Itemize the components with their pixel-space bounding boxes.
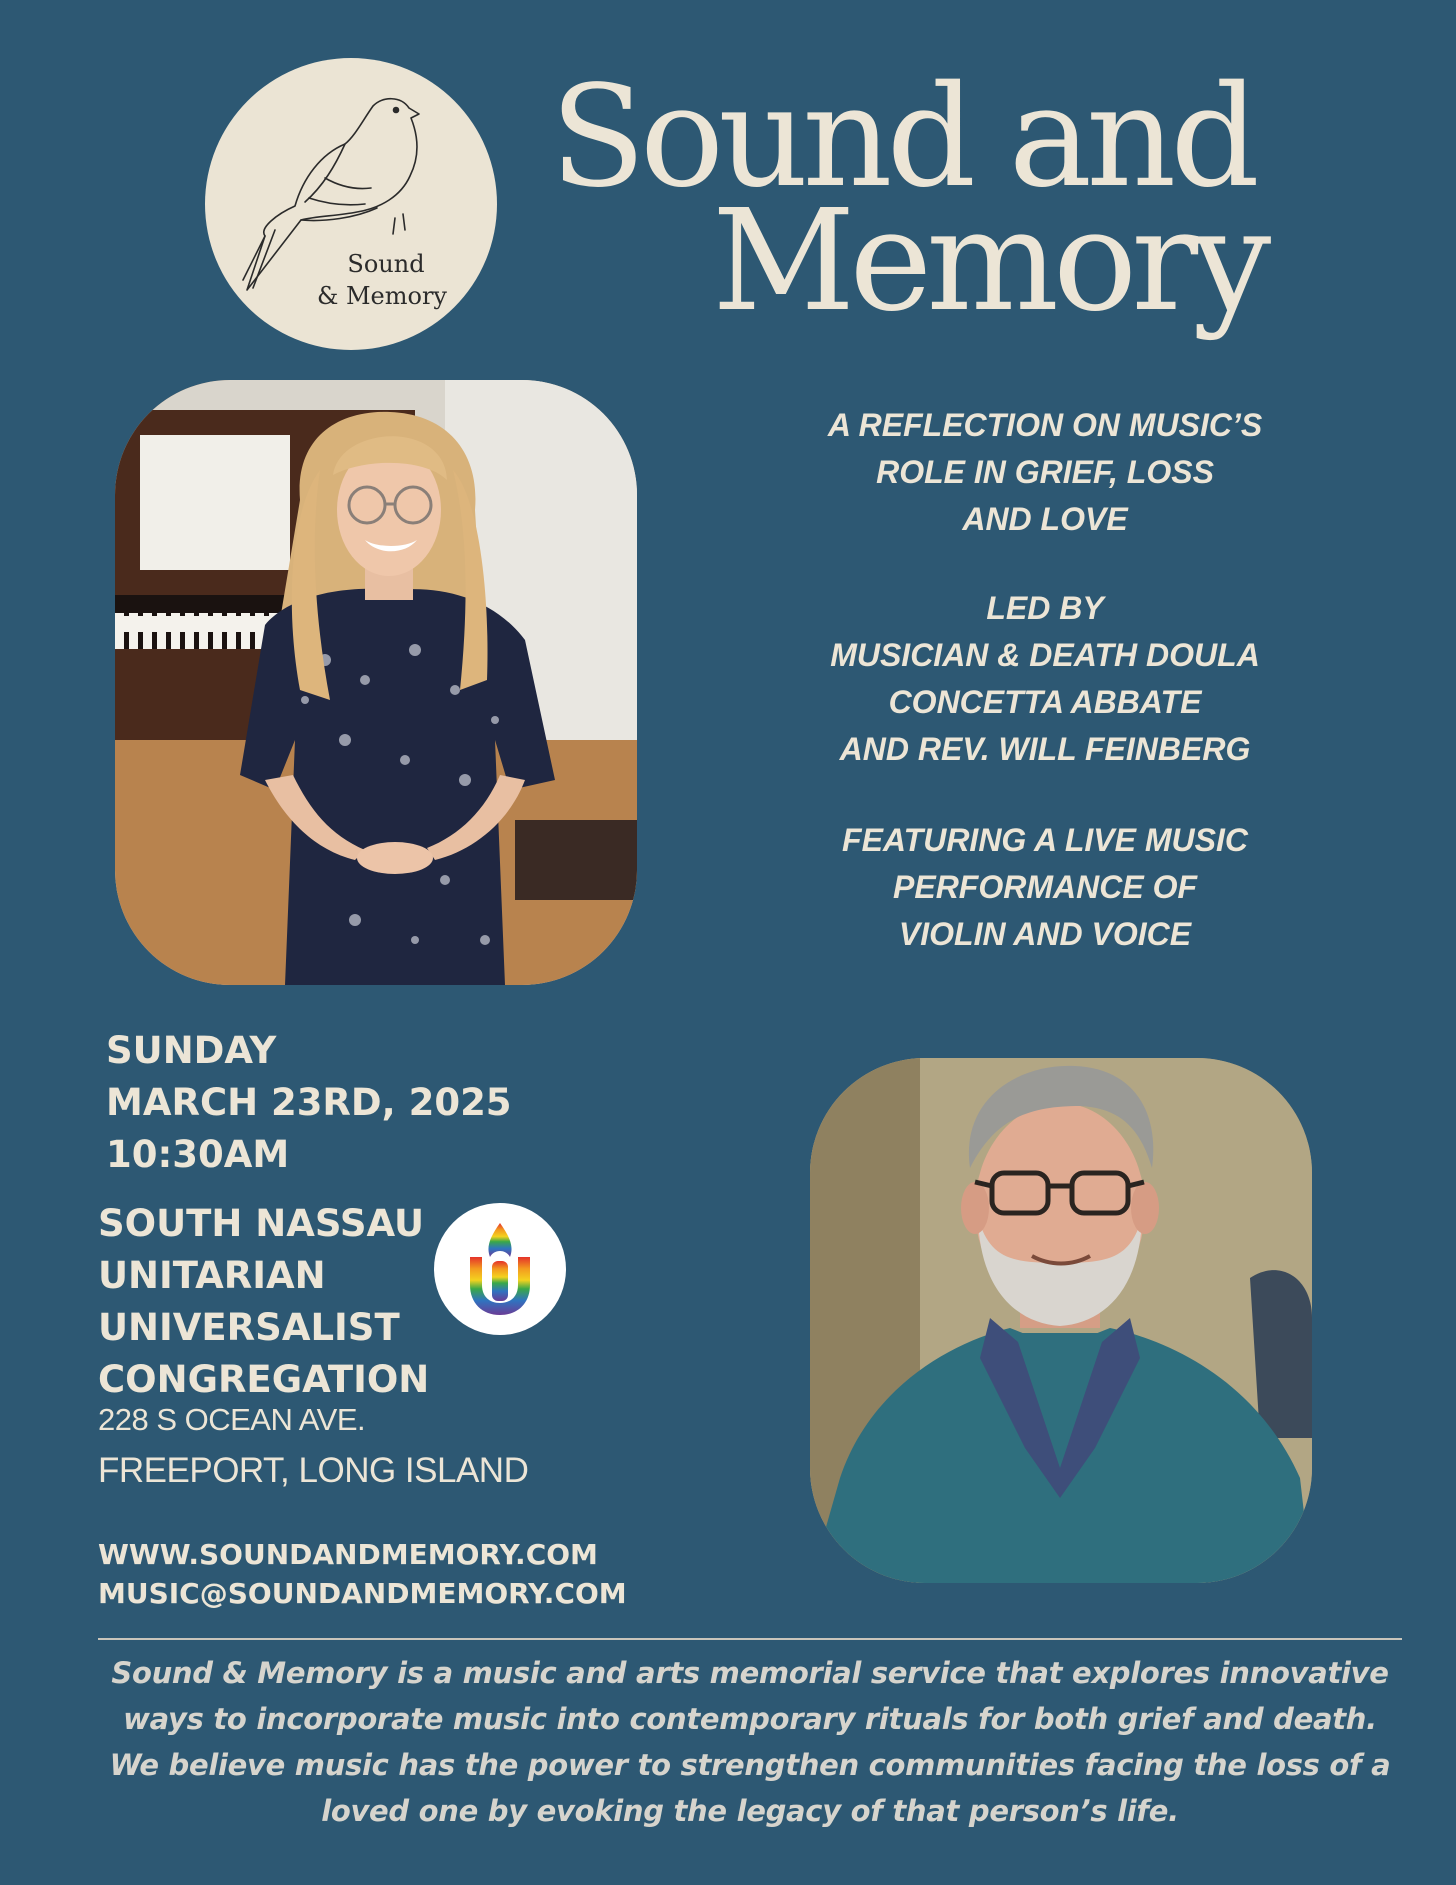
performance-line: VIOLIN AND VOICE — [898, 916, 1192, 952]
venue-street-address: 228 S OCEAN AVE. — [98, 1402, 366, 1437]
theme-line: AND LOVE — [962, 501, 1128, 537]
logo-text-line2: & Memory — [316, 282, 447, 310]
event-day: SUNDAY — [106, 1029, 277, 1072]
event-date: MARCH 23RD, 2025 — [106, 1081, 512, 1124]
musician-photo — [115, 380, 637, 985]
venue-name-line: UNITARIAN — [98, 1254, 326, 1297]
venue-city: FREEPORT, LONG ISLAND — [98, 1451, 529, 1490]
mission-line: ways to incorporate music into contemporary rituals for both grief and death. — [123, 1702, 1377, 1736]
chalice-icon — [434, 1203, 566, 1335]
leaders-line: LED BY — [986, 590, 1104, 626]
venue-name-line: CONGREGATION — [98, 1358, 430, 1401]
event-title-line1: Sound and — [550, 56, 1254, 219]
theme-line: ROLE IN GRIEF, LOSS — [876, 454, 1214, 490]
mission-line: loved one by evoking the legacy of that person’s life. — [321, 1794, 1179, 1828]
leaders-line: MUSICIAN & DEATH DOULA — [830, 637, 1260, 673]
leaders-line: CONCETTA ABBATE — [888, 684, 1202, 720]
sound-and-memory-logo — [205, 58, 497, 350]
venue-name-line: SOUTH NASSAU — [98, 1202, 425, 1245]
logo-text-line1: Sound — [347, 250, 425, 278]
event-datetime — [106, 1025, 512, 1181]
mission-statement — [80, 1650, 1420, 1834]
uu-chalice-badge — [434, 1203, 566, 1335]
reverend-photo — [810, 1058, 1312, 1583]
performance-line: PERFORMANCE OF — [893, 869, 1197, 905]
event-performance — [740, 817, 1350, 958]
leaders-line: AND REV. WILL FEINBERG — [839, 731, 1251, 767]
venue-name — [98, 1198, 429, 1406]
event-theme — [740, 402, 1350, 543]
event-time: 10:30AM — [106, 1133, 290, 1176]
website-link[interactable]: WWW.SOUNDANDMEMORY.COM — [98, 1538, 598, 1571]
email-link[interactable]: MUSIC@SOUNDANDMEMORY.COM — [98, 1577, 627, 1610]
performance-line: FEATURING A LIVE MUSIC — [842, 822, 1248, 858]
event-title-line2: Memory — [712, 180, 1266, 343]
venue-name-line: UNIVERSALIST — [98, 1306, 400, 1349]
contact-info — [98, 1535, 627, 1613]
event-leaders — [740, 585, 1350, 773]
footer-divider — [98, 1638, 1402, 1640]
mission-line: Sound & Memory is a music and arts memorial service that explores innovative — [111, 1656, 1389, 1690]
mission-line: We believe music has the power to strengthen communities facing the loss of a — [109, 1748, 1391, 1782]
theme-line: A REFLECTION ON MUSIC’S — [827, 407, 1263, 443]
